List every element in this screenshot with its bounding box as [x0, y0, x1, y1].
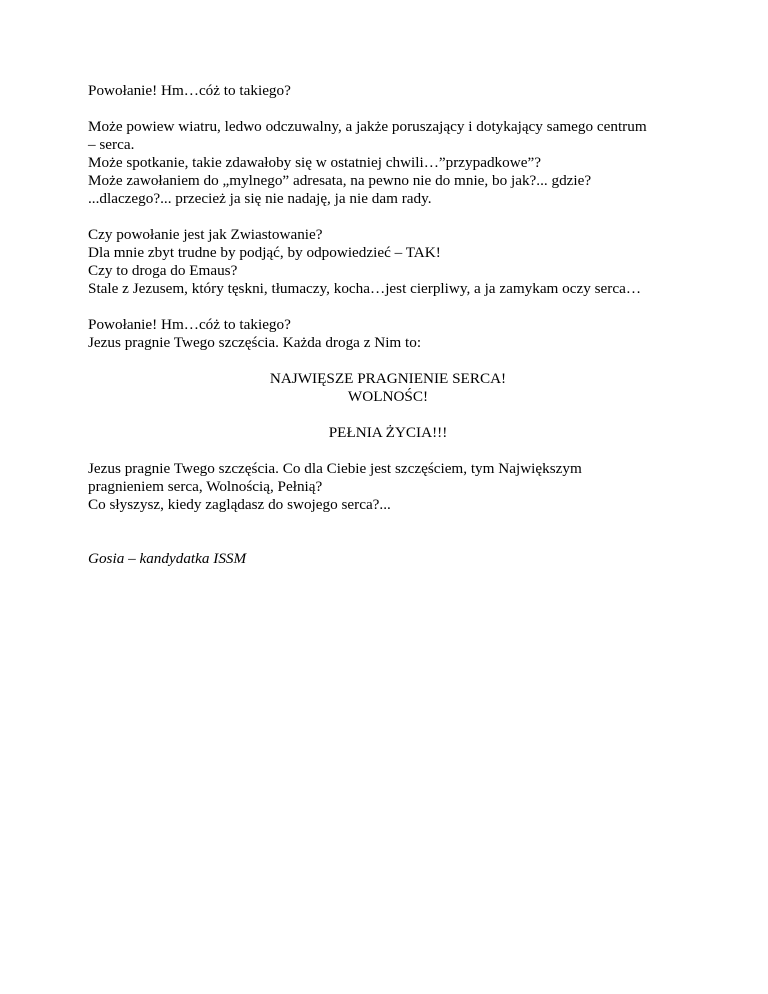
text-line: ...dlaczego?... przecież ja się nie nadaję, ja nie dam rady. [88, 190, 432, 207]
centered-heading-life [88, 424, 688, 442]
paragraph-vocation [88, 316, 688, 352]
text-line: Czy to droga do Emaus? [88, 262, 238, 279]
text-line: NAJWIĘSZE PRAGNIENIE SERCA! [269, 370, 507, 387]
text-line: PEŁNIA ŻYCIA!!! [328, 424, 448, 441]
text-line: Stale z Jezusem, który tęskni, tłumaczy, kocha…jest cierpliwy, a ja zamykam oczy serca… [88, 280, 642, 297]
text-line: Powołanie! Hm…cóż to takiego? [88, 82, 291, 99]
text-line: Co słyszysz, kiedy zaglądasz do swojego serca?... [88, 496, 391, 513]
text-line: Dla mnie zbyt trudne by podjąć, by odpowiedzieć – TAK! [88, 244, 441, 261]
paragraph-wind [88, 118, 688, 208]
document-body [88, 82, 688, 586]
signature [88, 550, 688, 568]
paragraph-question [88, 460, 688, 514]
text-line: Jezus pragnie Twego szczęścia. Każda droga z Nim to: [88, 334, 422, 351]
text-line: Może powiew wiatru, ledwo odczuwalny, a jakże poruszający i dotykający samego centrum [88, 118, 647, 135]
text-line: WOLNOŚC! [347, 388, 429, 405]
paragraph-annunciation [88, 226, 688, 298]
text-line: pragnieniem serca, Wolnością, Pełnią? [88, 478, 323, 495]
text-line: – serca. [88, 136, 135, 153]
signature-text: Gosia – kandydatka ISSM [88, 550, 247, 567]
text-line: Może zawołaniem do „mylnego” adresata, na pewno nie do mnie, bo jak?... gdzie? [88, 172, 592, 189]
text-line: Może spotkanie, takie zdawałoby się w ostatniej chwili…”przypadkowe”? [88, 154, 541, 171]
paragraph-intro [88, 82, 688, 100]
text-line: Czy powołanie jest jak Zwiastowanie? [88, 226, 323, 243]
text-line: Powołanie! Hm…cóż to takiego? [88, 316, 291, 333]
text-line: Jezus pragnie Twego szczęścia. Co dla Ciebie jest szczęściem, tym Największym [88, 460, 582, 477]
centered-heading-desire [88, 370, 688, 406]
